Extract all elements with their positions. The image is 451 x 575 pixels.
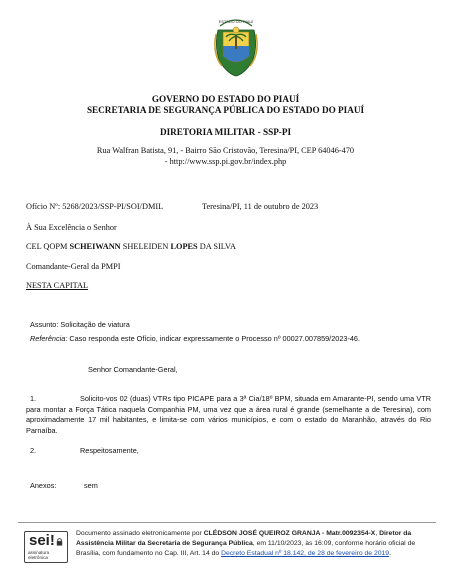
paragraph-number: 1. [30, 394, 37, 403]
greeting: Senhor Comandante-Geral, [88, 365, 178, 374]
recipient-name-part: SHELEIDEN [122, 242, 169, 251]
recipient-name-part: LOPES [170, 242, 198, 251]
recipient-role: Comandante-Geral da PMPI [26, 262, 121, 271]
attachments-label: Anexos: [30, 481, 57, 490]
reference-number: Ofício Nº: 5268/2023/SSP-PI/SOI/DMIL [26, 202, 164, 211]
sei-logo-text: sei! [29, 532, 55, 549]
svg-text:ESTADO DO PIAUÍ: ESTADO DO PIAUÍ [218, 19, 254, 24]
recipient-name-part: SCHEIWANN [69, 242, 121, 251]
sei-logo-subtitle [28, 550, 49, 560]
signature-text [76, 529, 432, 560]
signer-name: CLÉDSON JOSÉ QUEIROZ GRANJA - Matr.0092354-X [203, 530, 376, 537]
paragraph-text: Respeitosamente, [80, 446, 139, 455]
recipient-name [26, 241, 236, 252]
signature-comma: , [375, 530, 378, 537]
signer-role: Diretor da Assistência Militar da Secretaria de Segurança Pública [76, 530, 412, 548]
reference-text: : Caso responda este Ofício, indicar expressamente o Processo nº 00027.007859/2023-46. [65, 334, 361, 343]
recipient-rank: CEL QOPM [26, 242, 68, 251]
signature-prefix: Documento assinado eletronicamente por [76, 530, 202, 537]
salutation-to: À Sua Excelência o Senhor [26, 223, 117, 232]
lock-icon [55, 537, 64, 546]
sei-subtitle-line: eletrônica [28, 555, 48, 561]
header-department: DIRETORIA MILITAR - SSP-PI [159, 127, 292, 137]
signature-details: , em 11/10/2023, às 16:09, conforme horário oficial de Brasília, com fundamento no Cap. III, Art. 14 do [76, 540, 416, 558]
place-date: Teresina/PI, 11 de outubro de 2023 [202, 202, 319, 211]
paragraph-1 [26, 394, 431, 436]
address-line-1: Rua Walfran Batista, 91, - Bairro São Cristovão, Teresina/PI, CEP 64046-470 [96, 146, 355, 155]
recipient-name-part: DA SILVA [199, 242, 236, 251]
paragraph-number: 2. [30, 446, 37, 455]
reference-label: Referência [30, 334, 66, 343]
signature-end: . [389, 550, 391, 558]
recipient-location: NESTA CAPITAL [26, 281, 89, 290]
subject-line: Assunto: Solicitação de viatura [30, 320, 130, 329]
sei-subtitle-line: assinatura [28, 550, 50, 555]
address-line-2: - http://www.ssp.pi.gov.br/index.php [164, 157, 287, 166]
paragraph-2 [26, 446, 431, 457]
header-government: GOVERNO DO ESTADO DO PIAUÍ [151, 94, 300, 104]
state-coat-of-arms [210, 14, 262, 78]
header-secretariat: SECRETARIA DE SEGURANÇA PÚBLICA DO ESTADO DO PIAUÍ [86, 105, 365, 115]
paragraph-text: Solicito-vos 02 (duas) VTRs tipo PICAPE para a 3ª Cia/18º BPM, situada em Amarante-PI, sendo uma VTR para montar a Força Tática naquela Companhia PM, uma vez que a área rural é grande (semelhante a de Teresina), com aproximadamente 17 mil habitantes, e limita-se com vários municípios, e com o estado do Maranhão, através do Rio Parnaíba. [26, 394, 431, 435]
attachments-value: sem [84, 481, 98, 490]
decree-link[interactable]: Decreto Estadual nº 18.142, de 28 de fevereiro de 2019 [221, 550, 390, 558]
reference-line [30, 333, 360, 344]
sei-logo [24, 531, 68, 563]
electronic-signature-block [18, 522, 436, 568]
